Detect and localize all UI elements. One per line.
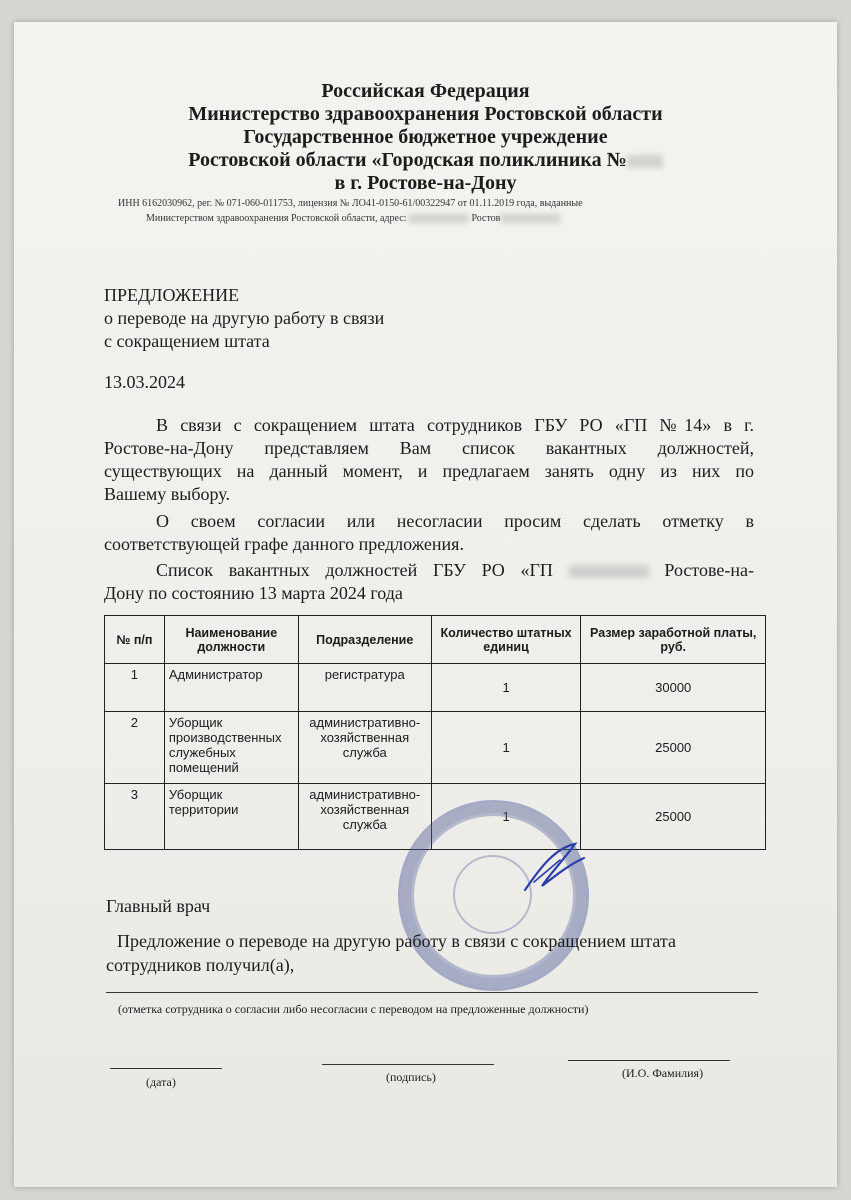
receipt-text-line1: Предложение о переводе на другую работу в связи с сокращением штата: [117, 931, 676, 951]
signature-line: [322, 1064, 494, 1065]
name-caption: (И.О. Фамилия): [622, 1066, 704, 1080]
header-ministry: Министерство здравоохранения Ростовской области: [188, 103, 663, 125]
cell-count: 1: [431, 664, 581, 712]
redaction: [500, 214, 560, 223]
signature-mark: [520, 838, 590, 898]
cell-number: 3: [105, 784, 165, 850]
column-header-number: № п/п: [105, 616, 165, 664]
employee-mark-caption: (отметка сотрудника о согласии либо несогласии с переводом на предложенные должности): [118, 1002, 589, 1016]
document-subtitle-line1: о переводе на другую работу в связи: [104, 308, 385, 328]
cell-position: Администратор: [164, 664, 298, 712]
date-caption: (дата): [146, 1075, 176, 1089]
column-header-position: Наименование должности: [164, 616, 298, 664]
date-line: [110, 1068, 222, 1069]
vacancies-table: [104, 615, 766, 850]
employee-mark-line: [106, 992, 758, 993]
column-header-count: Количество штатных единиц: [431, 616, 581, 664]
receipt-text-line2: сотрудников получил(а),: [106, 955, 295, 975]
signature-caption: (подпись): [386, 1070, 436, 1084]
paragraph-line: соответствующей графе данного предложения.: [104, 534, 464, 554]
paragraph-line: Дону по состоянию 13 марта 2024 года: [104, 583, 403, 603]
chief-doctor-label: Главный врач: [106, 896, 211, 916]
cell-department: административно-хозяйственная служба: [298, 712, 431, 784]
paragraph-line-part: Список вакантных должностей ГБУ РО «ГП: [156, 560, 553, 580]
header-institution-name-text: Ростовской области «Городская поликлиника №: [188, 149, 627, 171]
header-city: в г. Ростове-на-Дону: [334, 172, 517, 194]
header-institution-name: [0, 149, 851, 172]
paragraph-consent: [104, 510, 754, 556]
header-institution-type: Государственное бюджетное учреждение: [243, 126, 608, 148]
cell-position: Уборщик территории: [164, 784, 298, 850]
paragraph-line: В связи с сокращением штата сотрудников ГБУ РО «ГП №14» в г.: [156, 415, 754, 435]
document-date: 13.03.2024: [104, 372, 185, 392]
paragraph-line-part: Ростове-на-: [664, 560, 754, 580]
document-title: ПРЕДЛОЖЕНИЕ: [104, 285, 240, 305]
header-address-text: Министерством здравоохранения Ростовской области, адрес:: [146, 213, 409, 224]
redaction: [569, 565, 649, 578]
cell-count: 1: [431, 712, 581, 784]
cell-salary: 25000: [581, 712, 766, 784]
column-header-department: Подразделение: [298, 616, 431, 664]
cell-number: 2: [105, 712, 165, 784]
table-row: [105, 712, 766, 784]
cell-number: 1: [105, 664, 165, 712]
header-registration-info: ИНН 6162030962, рег. № 071-060-011753, лицензия № ЛО41-0150-61/00322947 от 01.11.2019 года, выданные: [118, 198, 583, 209]
header-address-city: Ростов: [468, 213, 501, 224]
cell-department: регистратура: [298, 664, 431, 712]
table-header-row: [105, 616, 766, 664]
redaction: [409, 214, 469, 223]
paragraph-line: Вашему выбору.: [104, 484, 230, 504]
paragraph-line: Ростове-на-Дону представляем Вам список вакантных должностей,: [104, 438, 754, 458]
name-line: [568, 1060, 730, 1061]
header-address-info: [146, 213, 560, 224]
redaction: [627, 155, 663, 168]
cell-position: Уборщик производственных служебных помещений: [164, 712, 298, 784]
cell-department: административно-хозяйственная служба: [298, 784, 431, 850]
cell-count: 1: [431, 784, 581, 850]
paragraph-intro: [104, 414, 754, 506]
cell-salary: 25000: [581, 784, 766, 850]
header-country: Российская Федерация: [321, 80, 530, 102]
document-subtitle-line2: с сокращением штата: [104, 331, 270, 351]
column-header-salary: Размер заработной платы, руб.: [581, 616, 766, 664]
paragraph-line: существующих на данный момент, и предлагаем занять одну из них по: [104, 461, 754, 481]
paragraph-line: [104, 559, 754, 582]
cell-salary: 30000: [581, 664, 766, 712]
paragraph-list: [104, 559, 754, 605]
paragraph-line: О своем согласии или несогласии просим сделать отметку в: [156, 511, 754, 531]
table-row: [105, 664, 766, 712]
